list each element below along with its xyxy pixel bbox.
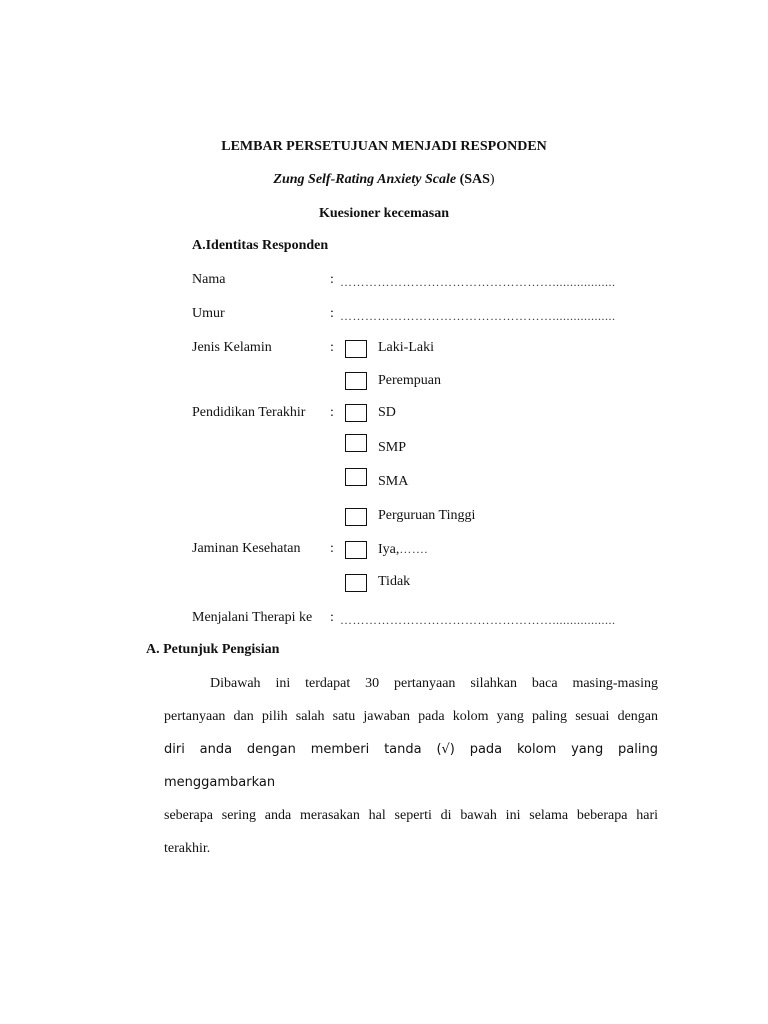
instructions-section-title: A. Petunjuk Pengisian	[146, 642, 280, 657]
insurance-no-label: Tidak	[378, 574, 411, 589]
umur-colon: :	[330, 306, 334, 321]
insurance-label: Jaminan Kesehatan	[192, 541, 301, 556]
insurance-yes-field[interactable]: …….	[399, 542, 428, 556]
education-pt-checkbox[interactable]	[345, 508, 367, 526]
scale-name: Zung Self-Rating Anxiety Scale	[273, 172, 457, 187]
umur-label: Umur	[192, 306, 225, 321]
insurance-no-checkbox[interactable]	[345, 574, 367, 592]
instructions-paragraph	[164, 667, 658, 865]
gender-male-label: Laki-Laki	[378, 340, 434, 355]
document-title: LEMBAR PERSETUJUAN MENJADI RESPONDEN	[221, 139, 547, 154]
education-sma-checkbox[interactable]	[345, 468, 367, 486]
nama-colon: :	[330, 272, 334, 287]
nama-field[interactable]: ……………………………………………..................	[340, 275, 616, 289]
education-smp-checkbox[interactable]	[345, 434, 367, 452]
instructions-line-2: pertanyaan dan pilih salah satu jawaban pada kolom yang paling sesuai dengan	[164, 709, 658, 724]
instructions-line-5: terakhir.	[164, 841, 211, 856]
gender-female-checkbox[interactable]	[345, 372, 367, 390]
gender-label: Jenis Kelamin	[192, 340, 272, 355]
therapy-field[interactable]: ……………………………………………..................	[340, 613, 616, 627]
education-colon: :	[330, 405, 334, 420]
insurance-yes-checkbox[interactable]	[345, 541, 367, 559]
therapy-label: Menjalani Therapi ke	[192, 610, 313, 625]
instructions-line-4: seberapa sering anda merasakan hal seperti di bawah ini selama beberapa hari	[164, 808, 658, 823]
document-subtitle-2: Kuesioner kecemasan	[318, 206, 449, 221]
gender-male-checkbox[interactable]	[345, 340, 367, 358]
umur-field[interactable]: ……………………………………………..................	[340, 309, 616, 323]
scale-abbrev-close: )	[489, 172, 495, 187]
insurance-colon: :	[330, 541, 334, 556]
identity-section-title: A.Identitas Responden	[192, 238, 329, 253]
insurance-yes-text: Iya,	[378, 542, 400, 557]
gender-colon: :	[330, 340, 334, 355]
scale-abbrev: (SAS	[456, 172, 490, 187]
insurance-yes-label	[378, 540, 428, 559]
education-pt-label: Perguruan Tinggi	[378, 508, 476, 523]
education-sma-label: SMA	[378, 474, 409, 489]
gender-female-label: Perempuan	[378, 373, 441, 388]
therapy-colon: :	[330, 610, 334, 625]
document-subtitle	[0, 171, 768, 189]
nama-label: Nama	[192, 272, 226, 287]
instructions-line-3: diri anda dengan memberi tanda (√) pada kolom yang paling menggambarkan	[164, 742, 658, 790]
education-sd-checkbox[interactable]	[345, 404, 367, 422]
instructions-line-1: Dibawah ini terdapat 30 pertanyaan silahkan baca masing-masing	[210, 676, 658, 691]
education-sd-label: SD	[378, 405, 396, 420]
education-smp-label: SMP	[378, 440, 407, 455]
education-label: Pendidikan Terakhir	[192, 405, 306, 420]
